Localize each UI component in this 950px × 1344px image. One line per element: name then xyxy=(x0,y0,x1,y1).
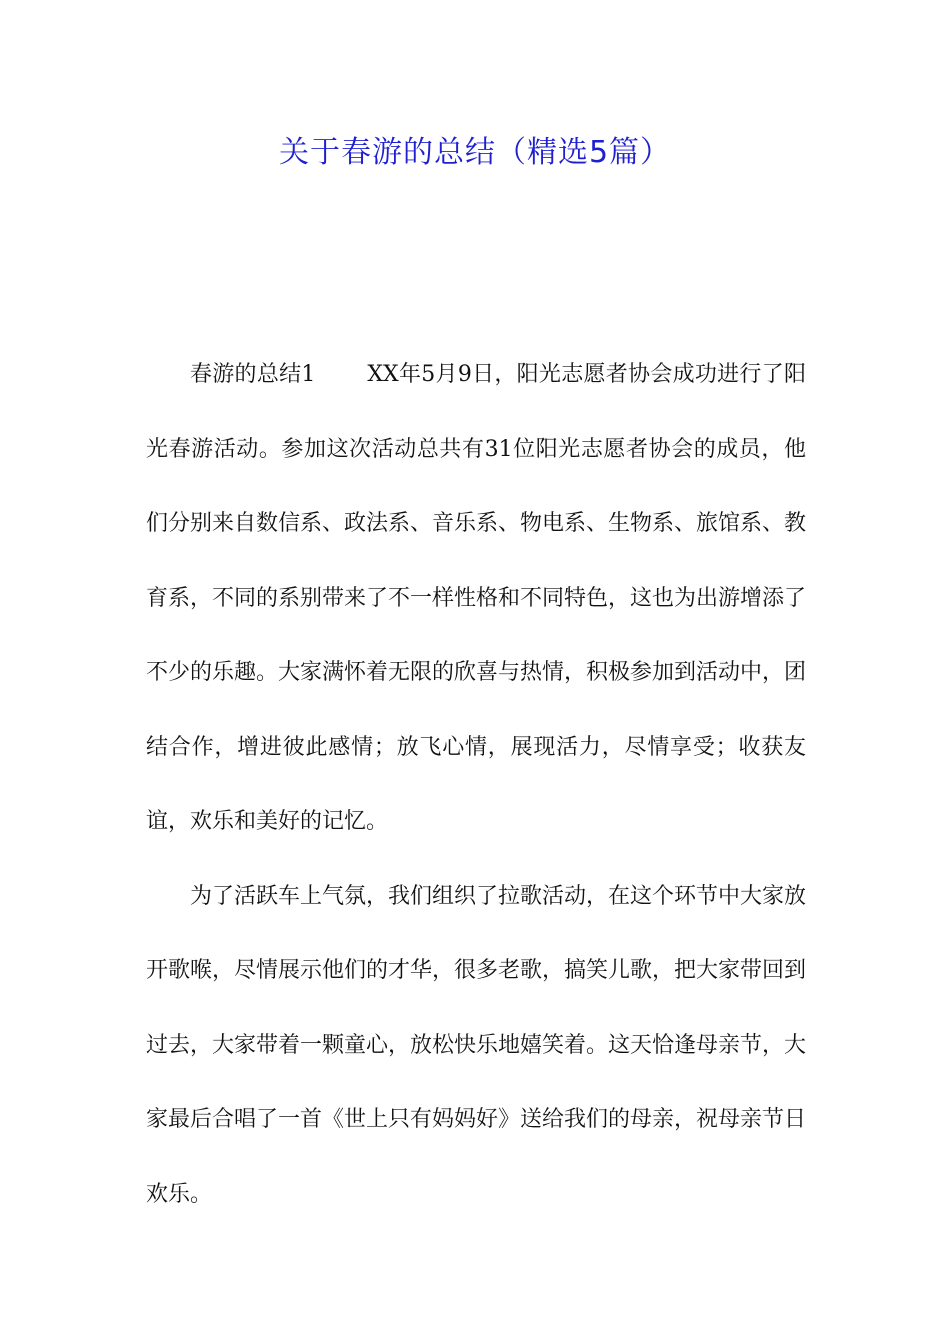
document-body xyxy=(146,338,806,1232)
document-title: 关于春游的总结（精选5篇） xyxy=(278,135,672,170)
paragraph-text: XX年5月9日，阳光志愿者协会成功进行了阳光春游活动。参加这次活动总共有31位阳光志愿者协会的成员，他们分别来自数信系、政法系、音乐系、物电系、生物系、旅馆系、教育系，不同的系别带来了不一样性格和不同特色，这也为出游增添了不少的乐趣。大家满怀着无限的欣喜与热情，积极参加到活动中，团结合作，增进彼此感情；放飞心情，展现活力，尽情享受；收获友谊，欢乐和美好的记忆。 xyxy=(146,362,807,834)
paragraph-1 xyxy=(146,338,806,860)
paragraph-2 xyxy=(146,860,806,1233)
section-heading: 春游的总结1 xyxy=(190,362,316,387)
paragraph-text: 为了活跃车上气氛，我们组织了拉歌活动，在这个环节中大家放开歌喉，尽情展示他们的才华，很多老歌，搞笑儿歌，把大家带回到过去，大家带着一颗童心，放松快乐地嬉笑着。这天恰逢母亲节，大家最后合唱了一首《世上只有妈妈好》送给我们的母亲，祝母亲节日欢乐。 xyxy=(146,883,807,1207)
